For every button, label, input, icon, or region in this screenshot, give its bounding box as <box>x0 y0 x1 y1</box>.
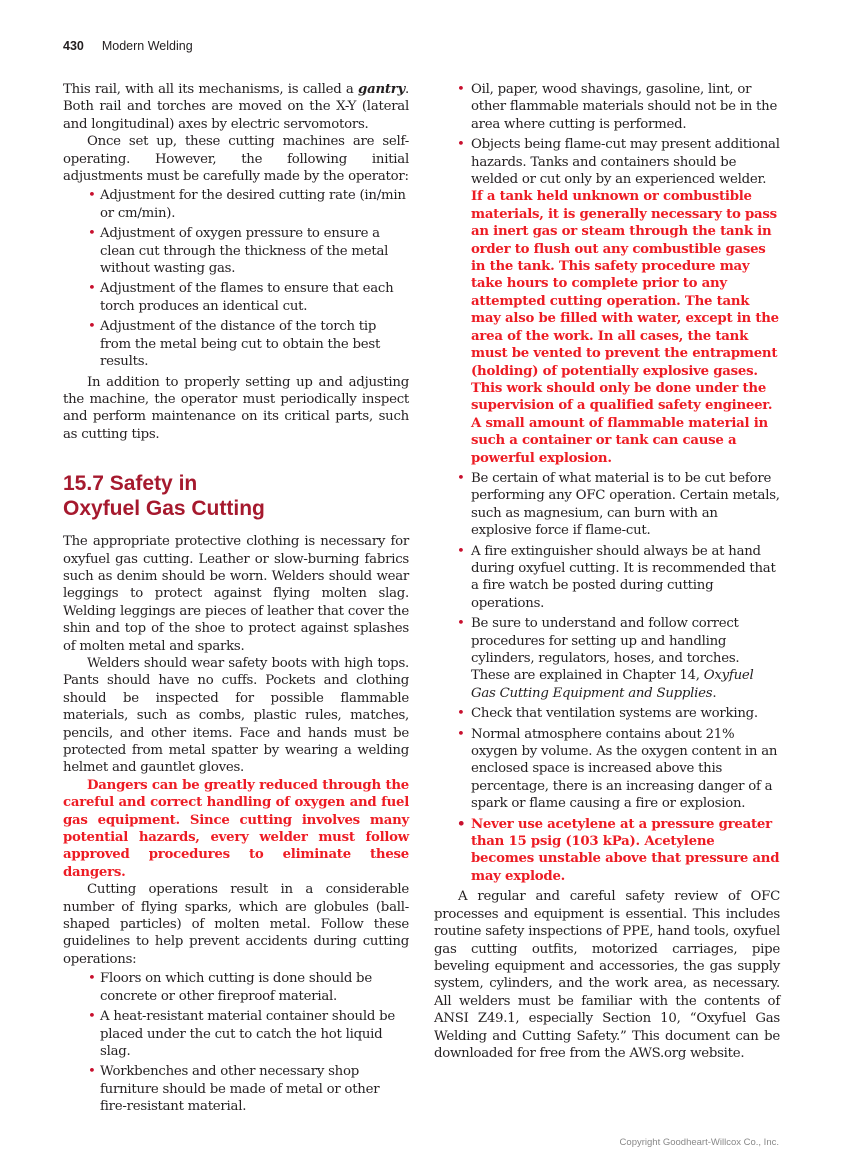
paragraph: A regular and careful safety review of OFC processes and equipment is essential. This includes routine safety inspections of PPE, hand tools, oxyfuel gas cutting outfits, motorized carriages, pipe beveling equipment and accessories, the gas supply system, cylinders, and the work area, as necessary. All welders must be familiar with the contents of ANSI Z49.1, especially Section 10, “Oxyfuel Gas Welding and Cutting Safety.” This document can be downloaded for free from the AWS.org website. <box>434 889 780 1061</box>
columns <box>63 81 849 1119</box>
paragraph: Cutting operations result in a considerable number of flying sparks, which are globules (ball-shaped particles) of molten metal. Follow these guidelines to help prevent accidents during cutting operations: <box>63 882 409 967</box>
paragraph <box>63 81 409 133</box>
paragraph: Welders should wear safety boots with high tops. Pants should have no cuffs. Pockets and clothing should be inspected for possible flammable materials, such as combs, plastic rules, matches, pencils, and other items. Face and hands must be protected from metal spatter by wearing a welding helmet and gauntlet gloves. <box>63 655 409 776</box>
paragraph: The appropriate protective clothing is necessary for oxyfuel gas cutting. Leather or slow-burning fabrics such as denim should be worn. Welders should wear leggings to protect against flying molten slag. Welding leggings are pieces of leather that cover the shin and top of the shoe to protect against splashes of molten metal and sparks. <box>63 534 409 654</box>
heading-line: Oxyfuel Gas Cutting <box>63 497 265 521</box>
adjustment-list <box>63 187 409 370</box>
section-heading <box>63 471 409 521</box>
warning-paragraph: Dangers can be greatly reduced through the careful and correct handling of oxygen and fuel gas equipment. Since cutting involves many potential hazards, every welder must follow approved procedures to eliminate these dangers. <box>63 777 409 880</box>
text: . Both rail and torches are moved on the X-Y (lateral and longitudinal) axes by electric servomotors. <box>63 82 409 132</box>
book-title: Modern Welding <box>101 39 193 53</box>
heading-line: 15.7 Safety in <box>63 472 198 496</box>
right-column <box>434 81 780 1062</box>
guideline-list-continued <box>434 81 780 885</box>
term: gantry <box>358 82 406 97</box>
text: Be sure to understand and follow correct procedures for setting up and handling cylinders, regulators, hoses, and torches. These are explained in Chapter 14, <box>471 616 740 684</box>
left-column <box>63 81 409 1119</box>
list-item: • Floors on which cutting is done should be concrete or other fireproof material. <box>63 970 409 1005</box>
guideline-list <box>63 970 409 1115</box>
list-item: • Adjustment of the flames to ensure that each torch produces an identical cut. <box>63 280 409 315</box>
text: This rail, with all its mechanisms, is called a <box>63 82 359 97</box>
paragraph: Once set up, these cutting machines are self-operating. However, the following initial adjustments must be carefully made by the operator: <box>63 134 409 185</box>
text: . <box>712 685 717 701</box>
chapter-reference: Oxyfuel Gas Cutting Equipment and Supplies <box>471 668 754 701</box>
list-item: • Check that ventilation systems are working. <box>434 705 780 722</box>
list-item: • Workbenches and other necessary shop furniture should be made of metal or other fire-resistant material. <box>63 1063 409 1115</box>
page-number: 430 <box>63 39 84 53</box>
warning-text: If a tank held unknown or combustible materials, it is generally necessary to pass an inert gas or steam through the tank in order to flush out any combustible gases in the tank. This safety procedure may take hours to complete prior to any attempted cutting operation. The tank may also be filled with water, except in the area of the work. In all cases, the tank must be vented to prevent the entrapment (holding) of potentially explosive gases. This work should only be done under the supervision of a qualified safety engineer. A small amount of flammable material in such a container or tank can cause a powerful explosion. <box>471 189 779 466</box>
list-item: • Adjustment of the distance of the torch tip from the metal being cut to obtain the best results. <box>63 318 409 370</box>
list-item: • Adjustment of oxygen pressure to ensure a clean cut through the thickness of the metal without wasting gas. <box>63 225 409 277</box>
copyright-footer: Copyright Goodheart-Willcox Co., Inc. <box>619 1136 779 1148</box>
list-item: • Be certain of what material is to be cut before performing any OFC operation. Certain metals, such as magnesium, can burn with an explosive force if flame-cut. <box>434 470 780 540</box>
running-header <box>63 38 849 81</box>
paragraph: In addition to properly setting up and adjusting the machine, the operator must periodically inspect and perform maintenance on its critical parts, such as cutting tips. <box>63 374 409 442</box>
warning-list-item: • Never use acetylene at a pressure greater than 15 psig (103 kPa). Acetylene becomes unstable above that pressure and may explode. <box>434 816 780 886</box>
list-item <box>434 136 780 467</box>
list-item: • Adjustment for the desired cutting rate (in/min or cm/min). <box>63 187 409 222</box>
list-item: • Oil, paper, wood shavings, gasoline, lint, or other flammable materials should not be in the area where cutting is performed. <box>434 81 780 133</box>
list-item: • A heat-resistant material container should be placed under the cut to catch the hot liquid slag. <box>63 1008 409 1060</box>
list-item <box>434 615 780 702</box>
list-item: • A fire extinguisher should always be at hand during oxyfuel cutting. It is recommended that a fire watch be posted during cutting operations. <box>434 543 780 613</box>
text: Objects being flame-cut may present additional hazards. Tanks and containers should be welded or cut only by an experienced welder. <box>471 137 780 188</box>
list-item: • Normal atmosphere contains about 21% oxygen by volume. As the oxygen content in an enclosed space is increased above this percentage, there is an increasing danger of a spark or flame causing a fire or explosion. <box>434 726 780 813</box>
